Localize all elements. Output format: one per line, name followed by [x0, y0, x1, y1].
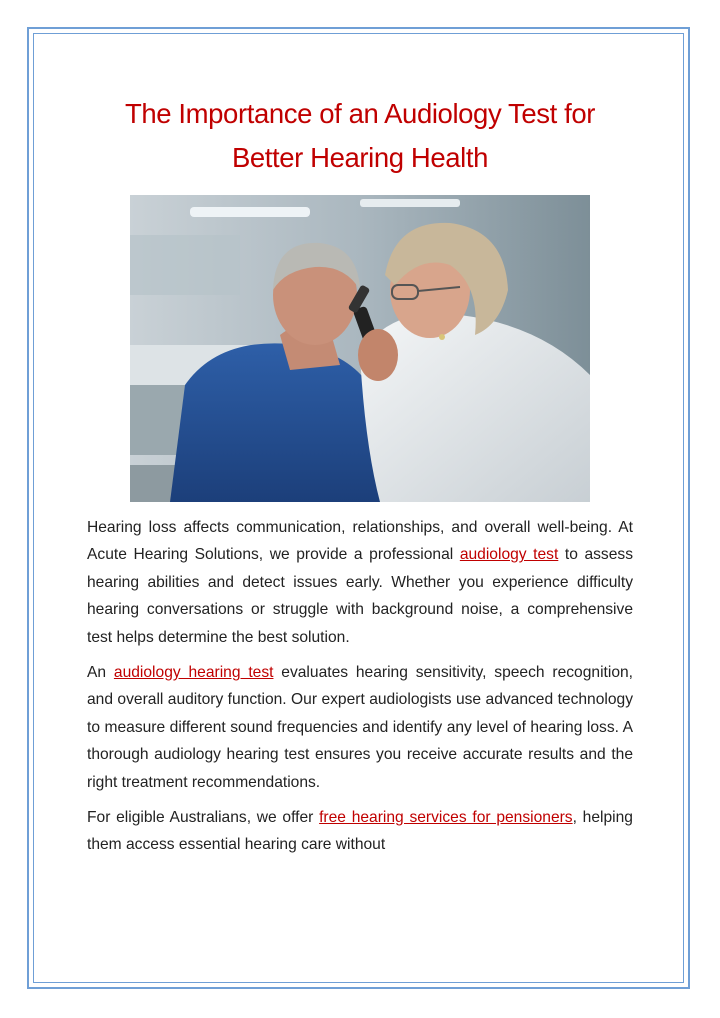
paragraph-1-text-a: Hearing loss affects communication, relationships, and overall well-being. At Acute Hearing Solutions, we provide a professional — [87, 519, 633, 564]
paragraph-3 — [87, 804, 633, 859]
article-body — [87, 514, 633, 867]
paragraph-2 — [87, 659, 633, 796]
paragraph-1-text-b: to assess hearing abilities and detect issues early. Whether you experience difficulty hearing conversations or struggle with background noise, a comprehensive test helps determine the best solution. — [87, 546, 633, 646]
paragraph-3-text-a: For eligible Australians, we offer — [87, 809, 320, 827]
paragraph-3-text-b: , helping them access essential hearing care without — [87, 809, 633, 854]
title-line-1: The Importance of an Audiology Test for — [124, 98, 595, 129]
free-hearing-services-link[interactable]: free hearing services for pensioners — [319, 809, 573, 827]
audiology-test-link[interactable]: audiology test — [459, 546, 559, 564]
paragraph-1 — [87, 514, 633, 651]
page-title — [60, 92, 660, 180]
paragraph-2-text-a: An — [87, 664, 114, 682]
audiology-hearing-test-link[interactable]: audiology hearing test — [113, 664, 274, 682]
paragraph-2-text-b: evaluates hearing sensitivity, speech recognition, and overall auditory function. Our expert audiologists use advanced technology to measure different sound frequencies and identify any level of hearing loss. A thorough audiology hearing test ensures you receive accurate results and the right treatment recommendations. — [87, 664, 634, 791]
audiologist-examining-ear-photo — [130, 195, 590, 502]
title-line-2: Better Hearing Health — [231, 142, 489, 173]
